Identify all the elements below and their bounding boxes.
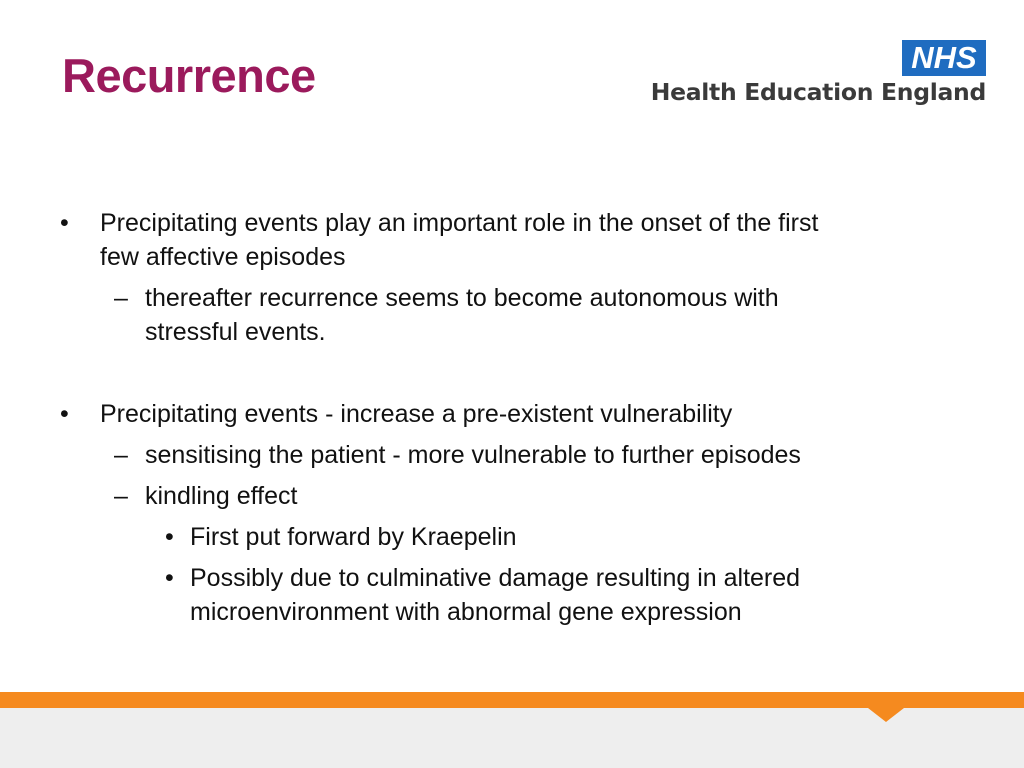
footer-panel-left	[0, 708, 888, 768]
nhs-logo-mark	[902, 40, 986, 76]
sub-sub-bullet-text: First put forward by Kraepelin	[190, 523, 517, 551]
sub-bullet-marker: –	[114, 441, 128, 469]
bullet-text: Precipitating events - increase a pre-existent vulnerability	[100, 400, 733, 428]
nhs-logo-text: NHS	[911, 40, 977, 75]
sub-bullet-text: sensitising the patient - more vulnerable to further episodes	[145, 441, 801, 469]
bullet-text: few affective episodes	[100, 243, 346, 271]
bullet-marker: •	[60, 400, 69, 428]
sub-bullet-text: kindling effect	[145, 482, 298, 510]
nhs-hee-logo	[638, 40, 988, 112]
sub-sub-bullet-marker: •	[165, 564, 174, 592]
sub-sub-bullet-marker: •	[165, 523, 174, 551]
slide-title: Recurrence	[62, 49, 316, 102]
sub-sub-bullet-text: Possibly due to culminative damage resulting in altered	[190, 564, 801, 592]
bullet-text: Precipitating events play an important role in the onset of the first	[100, 209, 819, 237]
sub-sub-bullet-text: microenvironment with abnormal gene expression	[190, 598, 742, 626]
bullet-marker: •	[60, 209, 69, 237]
sub-bullet-marker: –	[114, 482, 128, 510]
sub-bullet-text: thereafter recurrence seems to become autonomous with	[145, 284, 779, 312]
organization-name: Health Education England	[650, 78, 986, 106]
sub-bullet-text: stressful events.	[145, 318, 326, 346]
footer-accent-bar	[0, 692, 1024, 708]
footer-panel-right	[884, 708, 1024, 768]
sub-bullet-marker: –	[114, 284, 128, 312]
